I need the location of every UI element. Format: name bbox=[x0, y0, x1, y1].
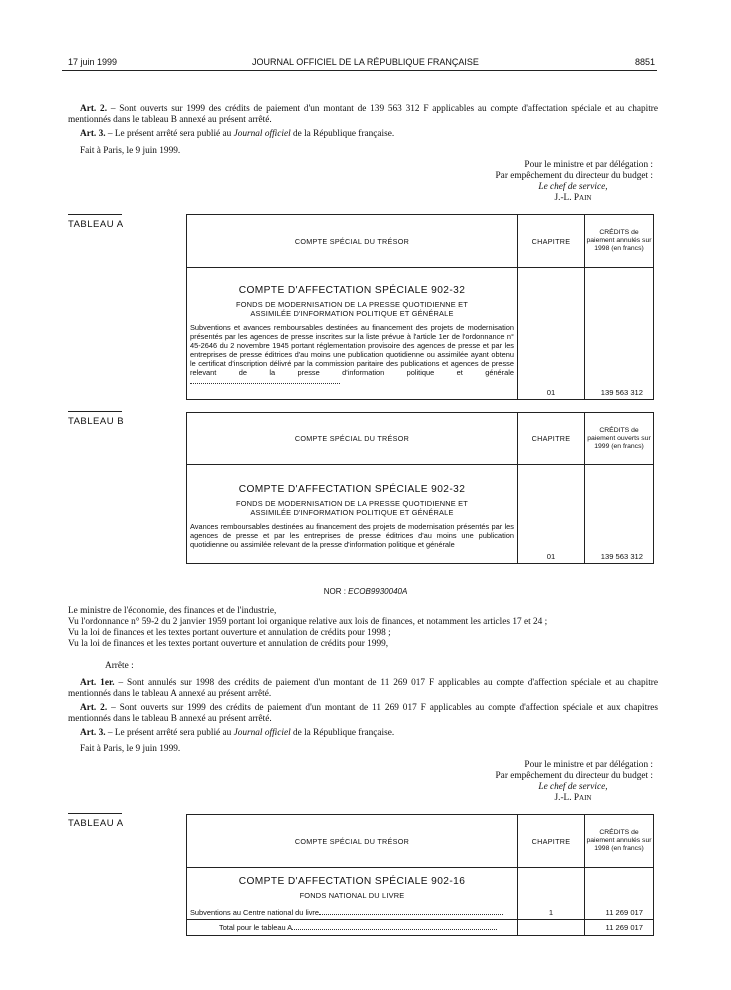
second-preamble bbox=[68, 606, 658, 650]
row-label: Subventions au Centre national du livre bbox=[187, 908, 517, 917]
account-title: COMPTE D'AFFECTATION SPÉCIALE 902-32 bbox=[238, 285, 466, 296]
minister-line: Le ministre de l'économie, des finances et de l'industrie, bbox=[68, 606, 277, 616]
column-header-credits: CRÉDITS de paiement ouverts sur 1999 (en francs) bbox=[585, 413, 654, 465]
second-article-3 bbox=[68, 728, 658, 739]
journal-name: Journal officiel bbox=[233, 129, 291, 139]
header-page-number: 8851 bbox=[634, 57, 655, 67]
amount-cell: 139 563 312 bbox=[585, 268, 654, 400]
chapter-cell: 01 bbox=[518, 465, 585, 564]
total-amount-cell: 11 269 017 bbox=[585, 920, 654, 936]
second-fait bbox=[68, 744, 658, 755]
account-cell bbox=[187, 868, 518, 920]
signature-line: Par empêchement du directeur du budget : bbox=[495, 171, 653, 181]
table-tableau-a-2 bbox=[186, 814, 654, 936]
signature-line: Par empêchement du directeur du budget : bbox=[495, 771, 653, 781]
article-label: Art. 2. bbox=[80, 703, 108, 713]
fait-text: Fait à Paris, le 9 juin 1999. bbox=[80, 744, 181, 754]
first-fait bbox=[68, 146, 658, 157]
second-article-2 bbox=[68, 703, 658, 725]
column-header-account: COMPTE SPÉCIAL DU TRÉSOR bbox=[187, 815, 518, 868]
account-title: COMPTE D'AFFECTATION SPÉCIALE 902-16 bbox=[238, 876, 466, 887]
column-header-account: COMPTE SPÉCIAL DU TRÉSOR bbox=[187, 413, 518, 465]
account-description: Avances remboursables destinées au financement des projets de modernisation présentés par les agences de presse et par les entreprises de presse éditrices d'au moins une publication quotidienne ou assimilée relevant de la presse d'information politique et générale bbox=[190, 521, 514, 549]
table-tableau-a-1 bbox=[186, 214, 654, 400]
nor-reference bbox=[0, 587, 731, 596]
article-label: Art. 3. bbox=[80, 728, 106, 738]
article-text: – Le présent arrêté sera publié au bbox=[105, 728, 234, 738]
signature-line: Pour le ministre et par délégation : bbox=[524, 760, 653, 770]
signature-name: J.-L. Pain bbox=[554, 193, 592, 203]
table-label: TABLEAU B bbox=[68, 416, 125, 427]
table-tableau-b bbox=[186, 412, 654, 564]
fait-text: Fait à Paris, le 9 juin 1999. bbox=[80, 146, 181, 156]
arrete-text: Arrête : bbox=[105, 661, 134, 671]
signature-role: Le chef de service, bbox=[538, 782, 608, 792]
account-cell bbox=[187, 268, 518, 400]
article-text: – Sont ouverts sur 1999 des crédits de paiement d'un montant de 139 563 312 F applicables au compte d'affectation spéciale et au chapitre mentionnés dans le tableau B annexé au présent arrêté. bbox=[68, 104, 658, 125]
vu-line: Vu la loi de finances et les textes portant ouverture et annulation de crédits pour 1998 ; bbox=[68, 628, 391, 638]
article-text: – Sont ouverts sur 1999 des crédits de paiement d'un montant de 11 269 017 F applicables au compte d'affection spéciale et aux chapitres mentionnés dans le tableau B annexé au présent arrêté. bbox=[68, 703, 658, 724]
account-subtitle: FONDS NATIONAL DU LIVRE bbox=[299, 891, 405, 900]
amount-cell: 11 269 017 bbox=[585, 868, 654, 920]
second-article-1 bbox=[68, 678, 658, 700]
amount-cell: 139 563 312 bbox=[585, 465, 654, 564]
total-chapter-cell bbox=[518, 920, 585, 936]
chapter-cell: 01 bbox=[518, 268, 585, 400]
article-text: de la République française. bbox=[290, 728, 395, 738]
column-header-chapter: CHAPITRE bbox=[518, 215, 585, 268]
column-header-credits: CRÉDITS de paiement annulés sur 1998 (en francs) bbox=[585, 815, 654, 868]
first-article-2 bbox=[68, 104, 658, 126]
account-title: COMPTE D'AFFECTATION SPÉCIALE 902-32 bbox=[238, 483, 466, 495]
article-text: – Le présent arrêté sera publié au bbox=[105, 129, 234, 139]
article-text: – Sont annulés sur 1998 des crédits de paiement d'un montant de 11 269 017 F applicables au compte d'affection spéciale et au chapitre mentionnés dans le tableau A annexé au présent arrêté. bbox=[68, 678, 658, 699]
second-signature-block bbox=[433, 760, 653, 804]
nor-code: ECOB9930040A bbox=[348, 587, 408, 596]
table-label: TABLEAU A bbox=[68, 219, 124, 230]
account-subtitle: FONDS DE MODERNISATION DE LA PRESSE QUOTIDIENNE ET ASSIMILÉE D'INFORMATION POLITIQUE ET GÉNÉRALE bbox=[235, 498, 469, 517]
total-label-cell bbox=[187, 920, 518, 936]
column-header-chapter: CHAPITRE bbox=[518, 815, 585, 868]
table-label: TABLEAU A bbox=[68, 818, 124, 829]
total-label: Total pour le tableau A bbox=[219, 923, 293, 932]
article-text: de la République française. bbox=[290, 129, 395, 139]
first-article-3 bbox=[68, 129, 658, 140]
signature-line: Pour le ministre et par délégation : bbox=[524, 160, 653, 170]
signature-role: Le chef de service, bbox=[538, 182, 608, 192]
header-journal-title: JOURNAL OFFICIEL DE LA RÉPUBLIQUE FRANÇAISE bbox=[252, 57, 479, 67]
header-rule bbox=[62, 70, 657, 71]
article-label: Art. 3. bbox=[80, 129, 106, 139]
vu-line: Vu l'ordonnance n° 59-2 du 2 janvier 1959 portant loi organique relative aux lois de finances, et notamment les articles 17 et 24 ; bbox=[68, 617, 548, 627]
chapter-cell: 1 bbox=[518, 868, 585, 920]
header-date: 17 juin 1999 bbox=[68, 57, 118, 67]
journal-name: Journal officiel bbox=[233, 728, 291, 738]
arrete-line bbox=[68, 661, 658, 672]
article-label: Art. 2. bbox=[80, 104, 108, 114]
nor-label: NOR : bbox=[323, 587, 346, 596]
account-subtitle: FONDS DE MODERNISATION DE LA PRESSE QUOTIDIENNE ET ASSIMILÉE D'INFORMATION POLITIQUE ET GÉNÉRALE bbox=[235, 300, 469, 318]
first-signature-block bbox=[433, 160, 653, 204]
column-header-chapter: CHAPITRE bbox=[518, 413, 585, 465]
vu-line: Vu la loi de finances et les textes portant ouverture et annulation de crédits pour 1999, bbox=[68, 639, 389, 649]
column-header-credits: CRÉDITS de paiement annulés sur 1998 (en francs) bbox=[585, 215, 654, 268]
column-header-account: COMPTE SPÉCIAL DU TRÉSOR bbox=[187, 215, 518, 268]
account-cell bbox=[187, 465, 518, 564]
article-label: Art. 1er. bbox=[80, 678, 115, 688]
signature-name: J.-L. Pain bbox=[554, 793, 592, 803]
account-description: Subventions et avances remboursables destinées au financement des projets de modernisation présentés par les agences de presse inscrites sur la liste prévue à l'article 1er de l'ordonnance n° 45-2646 du 2 novembre 1945 portant réglementation provisoire des agences de presse et par les entreprises de presse éditrices d'au moins une publication quotidienne ou assimilée ayant obtenu le certificat d'inscription délivré par la commission paritaire des publications et agences de presse relevant de la presse d'information politique et générale bbox=[187, 323, 517, 386]
